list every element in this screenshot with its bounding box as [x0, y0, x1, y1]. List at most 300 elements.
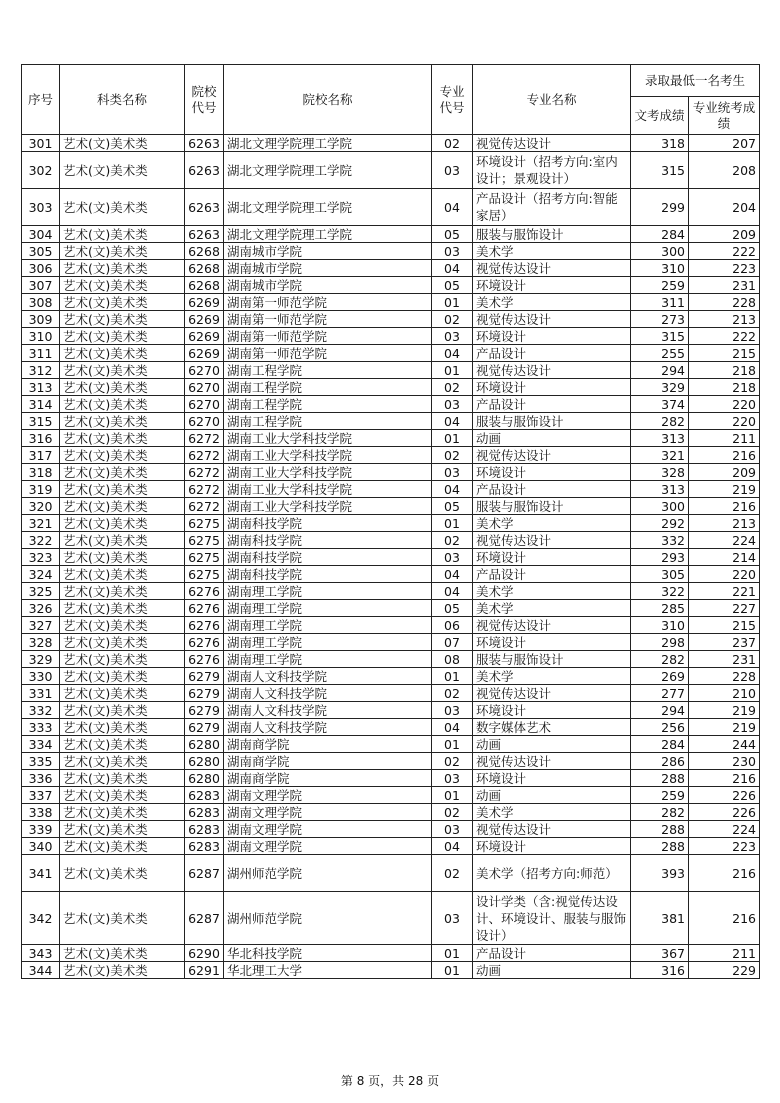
row-major-name: 视觉传达设计	[473, 821, 631, 838]
row-prof-score: 218	[689, 362, 760, 379]
header-category: 科类名称	[60, 65, 185, 135]
row-school-code: 6270	[185, 362, 224, 379]
row-seq: 329	[22, 651, 60, 668]
row-school-name: 湖北文理学院理工学院	[224, 152, 432, 189]
row-prof-score: 209	[689, 464, 760, 481]
row-major-code: 01	[432, 962, 473, 979]
header-prof-score: 专业统考成绩	[689, 97, 760, 135]
row-seq: 331	[22, 685, 60, 702]
row-seq: 309	[22, 311, 60, 328]
table-row	[22, 787, 760, 804]
row-major-code: 06	[432, 617, 473, 634]
row-prof-score: 231	[689, 277, 760, 294]
row-school-code: 6272	[185, 498, 224, 515]
row-school-name: 湖南工程学院	[224, 396, 432, 413]
row-major-name: 设计学类（含:视觉传达设计、环境设计、服装与服饰设计）	[473, 892, 631, 945]
row-culture-score: 293	[631, 549, 689, 566]
row-major-code: 05	[432, 498, 473, 515]
row-school-code: 6287	[185, 855, 224, 892]
row-category: 艺术(文)美术类	[60, 226, 185, 243]
row-school-name: 湖南人文科技学院	[224, 702, 432, 719]
row-seq: 324	[22, 566, 60, 583]
row-culture-score: 310	[631, 260, 689, 277]
table-row	[22, 396, 760, 413]
row-prof-score: 230	[689, 753, 760, 770]
row-prof-score: 213	[689, 311, 760, 328]
row-prof-score: 237	[689, 634, 760, 651]
row-school-name: 湖南科技学院	[224, 532, 432, 549]
row-seq: 302	[22, 152, 60, 189]
row-school-code: 6272	[185, 430, 224, 447]
table-row	[22, 328, 760, 345]
row-school-name: 湖南工业大学科技学院	[224, 481, 432, 498]
row-prof-score: 222	[689, 328, 760, 345]
row-school-code: 6276	[185, 617, 224, 634]
row-school-code: 6283	[185, 838, 224, 855]
row-culture-score: 255	[631, 345, 689, 362]
table-row	[22, 260, 760, 277]
header-major-name: 专业名称	[473, 65, 631, 135]
header-school-name: 院校名称	[224, 65, 432, 135]
row-school-code: 6279	[185, 719, 224, 736]
row-culture-score: 381	[631, 892, 689, 945]
row-prof-score: 229	[689, 962, 760, 979]
row-major-code: 02	[432, 135, 473, 152]
row-school-code: 6270	[185, 379, 224, 396]
row-school-name: 湖南第一师范学院	[224, 328, 432, 345]
row-major-name: 服装与服饰设计	[473, 651, 631, 668]
row-school-name: 湖南城市学院	[224, 277, 432, 294]
page-footer: 第 8 页，共 28 页	[340, 1074, 440, 1088]
row-category: 艺术(文)美术类	[60, 189, 185, 226]
row-category: 艺术(文)美术类	[60, 855, 185, 892]
header-major-code: 专业代号	[432, 65, 473, 135]
row-major-code: 02	[432, 753, 473, 770]
row-major-code: 01	[432, 945, 473, 962]
row-school-code: 6283	[185, 787, 224, 804]
row-major-code: 01	[432, 362, 473, 379]
row-prof-score: 216	[689, 892, 760, 945]
row-seq: 343	[22, 945, 60, 962]
row-seq: 322	[22, 532, 60, 549]
row-category: 艺术(文)美术类	[60, 770, 185, 787]
row-category: 艺术(文)美术类	[60, 753, 185, 770]
row-major-code: 03	[432, 821, 473, 838]
row-culture-score: 393	[631, 855, 689, 892]
row-category: 艺术(文)美术类	[60, 379, 185, 396]
row-category: 艺术(文)美术类	[60, 549, 185, 566]
row-school-name: 湖南理工学院	[224, 583, 432, 600]
table-row	[22, 945, 760, 962]
table-row	[22, 855, 760, 892]
row-school-code: 6275	[185, 566, 224, 583]
row-seq: 311	[22, 345, 60, 362]
row-major-name: 产品设计（招考方向:智能家居）	[473, 189, 631, 226]
row-culture-score: 374	[631, 396, 689, 413]
row-school-code: 6291	[185, 962, 224, 979]
row-major-name: 动画	[473, 962, 631, 979]
table-row	[22, 651, 760, 668]
table-row	[22, 135, 760, 152]
row-prof-score: 209	[689, 226, 760, 243]
row-major-code: 02	[432, 685, 473, 702]
row-category: 艺术(文)美术类	[60, 464, 185, 481]
row-school-name: 湖南科技学院	[224, 515, 432, 532]
row-culture-score: 259	[631, 787, 689, 804]
table-row	[22, 685, 760, 702]
row-major-name: 产品设计	[473, 945, 631, 962]
row-category: 艺术(文)美术类	[60, 294, 185, 311]
row-prof-score: 220	[689, 566, 760, 583]
row-school-name: 湖南商学院	[224, 770, 432, 787]
row-major-code: 05	[432, 277, 473, 294]
table-row	[22, 892, 760, 945]
row-culture-score: 277	[631, 685, 689, 702]
row-category: 艺术(文)美术类	[60, 277, 185, 294]
row-culture-score: 305	[631, 566, 689, 583]
row-seq: 335	[22, 753, 60, 770]
row-seq: 301	[22, 135, 60, 152]
row-category: 艺术(文)美术类	[60, 311, 185, 328]
row-seq: 306	[22, 260, 60, 277]
row-school-code: 6276	[185, 583, 224, 600]
row-prof-score: 219	[689, 719, 760, 736]
row-prof-score: 219	[689, 702, 760, 719]
row-seq: 330	[22, 668, 60, 685]
row-prof-score: 226	[689, 787, 760, 804]
row-major-name: 动画	[473, 430, 631, 447]
table-row	[22, 152, 760, 189]
row-major-code: 01	[432, 668, 473, 685]
table-row	[22, 668, 760, 685]
table-row	[22, 821, 760, 838]
row-culture-score: 300	[631, 498, 689, 515]
row-category: 艺术(文)美术类	[60, 362, 185, 379]
row-culture-score: 315	[631, 328, 689, 345]
row-seq: 328	[22, 634, 60, 651]
row-major-code: 01	[432, 736, 473, 753]
row-seq: 344	[22, 962, 60, 979]
row-major-name: 环境设计	[473, 328, 631, 345]
row-seq: 319	[22, 481, 60, 498]
row-major-code: 04	[432, 260, 473, 277]
row-seq: 312	[22, 362, 60, 379]
row-school-code: 6290	[185, 945, 224, 962]
row-school-name: 湖南人文科技学院	[224, 668, 432, 685]
row-seq: 304	[22, 226, 60, 243]
row-seq: 318	[22, 464, 60, 481]
row-seq: 332	[22, 702, 60, 719]
row-category: 艺术(文)美术类	[60, 243, 185, 260]
row-school-code: 6263	[185, 135, 224, 152]
row-major-name: 美术学	[473, 583, 631, 600]
row-seq: 323	[22, 549, 60, 566]
row-school-code: 6279	[185, 668, 224, 685]
row-category: 艺术(文)美术类	[60, 481, 185, 498]
row-seq: 320	[22, 498, 60, 515]
row-school-code: 6269	[185, 311, 224, 328]
row-culture-score: 273	[631, 311, 689, 328]
row-culture-score: 367	[631, 945, 689, 962]
row-seq: 308	[22, 294, 60, 311]
row-culture-score: 329	[631, 379, 689, 396]
row-seq: 327	[22, 617, 60, 634]
row-prof-score: 214	[689, 549, 760, 566]
row-major-code: 02	[432, 447, 473, 464]
row-prof-score: 224	[689, 821, 760, 838]
row-major-name: 环境设计	[473, 634, 631, 651]
row-category: 艺术(文)美术类	[60, 152, 185, 189]
row-culture-score: 294	[631, 702, 689, 719]
row-prof-score: 207	[689, 135, 760, 152]
header-culture-score: 文考成绩	[631, 97, 689, 135]
row-culture-score: 286	[631, 753, 689, 770]
row-major-name: 服装与服饰设计	[473, 226, 631, 243]
row-major-name: 视觉传达设计	[473, 617, 631, 634]
row-major-name: 美术学	[473, 243, 631, 260]
table-row	[22, 243, 760, 260]
row-seq: 313	[22, 379, 60, 396]
row-seq: 342	[22, 892, 60, 945]
row-major-name: 动画	[473, 787, 631, 804]
row-school-code: 6279	[185, 685, 224, 702]
row-school-name: 湖南文理学院	[224, 787, 432, 804]
table-row	[22, 345, 760, 362]
admission-table-container	[21, 64, 759, 979]
table-row	[22, 294, 760, 311]
row-major-name: 环境设计	[473, 770, 631, 787]
table-row	[22, 430, 760, 447]
row-school-name: 湖南工程学院	[224, 362, 432, 379]
row-prof-score: 216	[689, 770, 760, 787]
row-major-name: 美术学	[473, 294, 631, 311]
table-row	[22, 549, 760, 566]
row-seq: 310	[22, 328, 60, 345]
row-prof-score: 231	[689, 651, 760, 668]
row-school-code: 6280	[185, 770, 224, 787]
row-school-code: 6272	[185, 447, 224, 464]
table-row	[22, 634, 760, 651]
row-category: 艺术(文)美术类	[60, 651, 185, 668]
row-school-code: 6269	[185, 294, 224, 311]
row-prof-score: 213	[689, 515, 760, 532]
row-major-code: 03	[432, 328, 473, 345]
row-school-name: 湖南文理学院	[224, 821, 432, 838]
row-prof-score: 228	[689, 294, 760, 311]
row-category: 艺术(文)美术类	[60, 498, 185, 515]
row-school-code: 6272	[185, 481, 224, 498]
table-row	[22, 617, 760, 634]
row-major-name: 美术学（招考方向:师范）	[473, 855, 631, 892]
row-category: 艺术(文)美术类	[60, 345, 185, 362]
row-major-name: 视觉传达设计	[473, 532, 631, 549]
row-seq: 339	[22, 821, 60, 838]
row-major-name: 美术学	[473, 515, 631, 532]
row-category: 艺术(文)美术类	[60, 515, 185, 532]
row-category: 艺术(文)美术类	[60, 566, 185, 583]
row-major-name: 产品设计	[473, 481, 631, 498]
row-category: 艺术(文)美术类	[60, 583, 185, 600]
row-culture-score: 288	[631, 838, 689, 855]
row-major-name: 产品设计	[473, 396, 631, 413]
row-major-name: 视觉传达设计	[473, 685, 631, 702]
row-culture-score: 288	[631, 770, 689, 787]
row-school-name: 湖北文理学院理工学院	[224, 226, 432, 243]
row-major-code: 03	[432, 152, 473, 189]
row-school-code: 6276	[185, 634, 224, 651]
row-prof-score: 220	[689, 413, 760, 430]
row-school-code: 6272	[185, 464, 224, 481]
row-school-name: 湖南第一师范学院	[224, 294, 432, 311]
row-prof-score: 211	[689, 945, 760, 962]
row-school-name: 湖南工业大学科技学院	[224, 464, 432, 481]
row-culture-score: 288	[631, 821, 689, 838]
row-school-code: 6263	[185, 189, 224, 226]
table-row	[22, 481, 760, 498]
row-school-name: 湖南城市学院	[224, 260, 432, 277]
row-major-code: 07	[432, 634, 473, 651]
row-major-code: 04	[432, 838, 473, 855]
row-school-name: 湖南理工学院	[224, 617, 432, 634]
row-seq: 321	[22, 515, 60, 532]
row-prof-score: 228	[689, 668, 760, 685]
row-prof-score: 220	[689, 396, 760, 413]
row-culture-score: 292	[631, 515, 689, 532]
row-school-name: 湖南科技学院	[224, 549, 432, 566]
row-school-code: 6276	[185, 651, 224, 668]
row-category: 艺术(文)美术类	[60, 668, 185, 685]
table-row	[22, 362, 760, 379]
row-major-name: 视觉传达设计	[473, 311, 631, 328]
row-school-code: 6280	[185, 736, 224, 753]
row-prof-score: 219	[689, 481, 760, 498]
row-school-name: 湖北文理学院理工学院	[224, 189, 432, 226]
row-culture-score: 282	[631, 804, 689, 821]
row-major-name: 视觉传达设计	[473, 447, 631, 464]
row-seq: 325	[22, 583, 60, 600]
row-major-code: 05	[432, 600, 473, 617]
row-seq: 326	[22, 600, 60, 617]
row-school-name: 湖南工程学院	[224, 379, 432, 396]
row-category: 艺术(文)美术类	[60, 617, 185, 634]
row-culture-score: 282	[631, 651, 689, 668]
header-lowest-admitted: 录取最低一名考生	[631, 65, 760, 97]
row-major-code: 01	[432, 787, 473, 804]
row-major-code: 02	[432, 804, 473, 821]
row-culture-score: 313	[631, 481, 689, 498]
row-school-name: 湖南理工学院	[224, 600, 432, 617]
row-school-name: 华北理工大学	[224, 962, 432, 979]
row-culture-score: 285	[631, 600, 689, 617]
row-seq: 316	[22, 430, 60, 447]
row-category: 艺术(文)美术类	[60, 892, 185, 945]
row-seq: 303	[22, 189, 60, 226]
row-major-code: 02	[432, 379, 473, 396]
row-category: 艺术(文)美术类	[60, 328, 185, 345]
table-row	[22, 962, 760, 979]
row-prof-score: 218	[689, 379, 760, 396]
row-prof-score: 215	[689, 617, 760, 634]
table-row	[22, 226, 760, 243]
table-row	[22, 311, 760, 328]
row-major-code: 04	[432, 566, 473, 583]
row-school-name: 湖南理工学院	[224, 651, 432, 668]
row-school-code: 6276	[185, 600, 224, 617]
row-school-code: 6280	[185, 753, 224, 770]
row-major-code: 02	[432, 311, 473, 328]
row-prof-score: 226	[689, 804, 760, 821]
row-culture-score: 269	[631, 668, 689, 685]
row-major-code: 05	[432, 226, 473, 243]
row-school-code: 6263	[185, 152, 224, 189]
row-school-code: 6287	[185, 892, 224, 945]
table-row	[22, 532, 760, 549]
row-school-name: 湖南工程学院	[224, 413, 432, 430]
row-seq: 317	[22, 447, 60, 464]
row-culture-score: 318	[631, 135, 689, 152]
row-school-name: 湖州师范学院	[224, 892, 432, 945]
row-school-name: 湖北文理学院理工学院	[224, 135, 432, 152]
row-school-name: 湖南理工学院	[224, 634, 432, 651]
row-category: 艺术(文)美术类	[60, 430, 185, 447]
row-culture-score: 332	[631, 532, 689, 549]
row-school-name: 湖南城市学院	[224, 243, 432, 260]
row-major-name: 环境设计	[473, 838, 631, 855]
row-school-code: 6275	[185, 515, 224, 532]
row-major-name: 环境设计（招考方向:室内设计；景观设计）	[473, 152, 631, 189]
table-row	[22, 753, 760, 770]
row-prof-score: 208	[689, 152, 760, 189]
table-row	[22, 583, 760, 600]
row-school-name: 湖南商学院	[224, 753, 432, 770]
row-seq: 340	[22, 838, 60, 855]
row-school-code: 6269	[185, 345, 224, 362]
row-school-name: 湖南工业大学科技学院	[224, 447, 432, 464]
row-major-code: 04	[432, 481, 473, 498]
row-category: 艺术(文)美术类	[60, 634, 185, 651]
row-school-code: 6279	[185, 702, 224, 719]
row-culture-score: 282	[631, 413, 689, 430]
row-major-name: 动画	[473, 736, 631, 753]
row-culture-score: 298	[631, 634, 689, 651]
row-category: 艺术(文)美术类	[60, 413, 185, 430]
row-culture-score: 315	[631, 152, 689, 189]
row-major-code: 03	[432, 770, 473, 787]
row-school-name: 湖南工业大学科技学院	[224, 430, 432, 447]
row-school-name: 华北科技学院	[224, 945, 432, 962]
row-school-code: 6268	[185, 260, 224, 277]
header-seq: 序号	[22, 65, 60, 135]
row-culture-score: 300	[631, 243, 689, 260]
row-category: 艺术(文)美术类	[60, 804, 185, 821]
table-row	[22, 566, 760, 583]
row-major-name: 环境设计	[473, 379, 631, 396]
row-seq: 341	[22, 855, 60, 892]
row-culture-score: 294	[631, 362, 689, 379]
table-row	[22, 804, 760, 821]
row-major-name: 视觉传达设计	[473, 135, 631, 152]
row-category: 艺术(文)美术类	[60, 821, 185, 838]
table-row	[22, 600, 760, 617]
row-category: 艺术(文)美术类	[60, 135, 185, 152]
row-category: 艺术(文)美术类	[60, 945, 185, 962]
row-school-name: 湖南第一师范学院	[224, 345, 432, 362]
row-culture-score: 321	[631, 447, 689, 464]
row-seq: 333	[22, 719, 60, 736]
row-culture-score: 316	[631, 962, 689, 979]
row-school-name: 湖南工业大学科技学院	[224, 498, 432, 515]
row-major-name: 美术学	[473, 804, 631, 821]
